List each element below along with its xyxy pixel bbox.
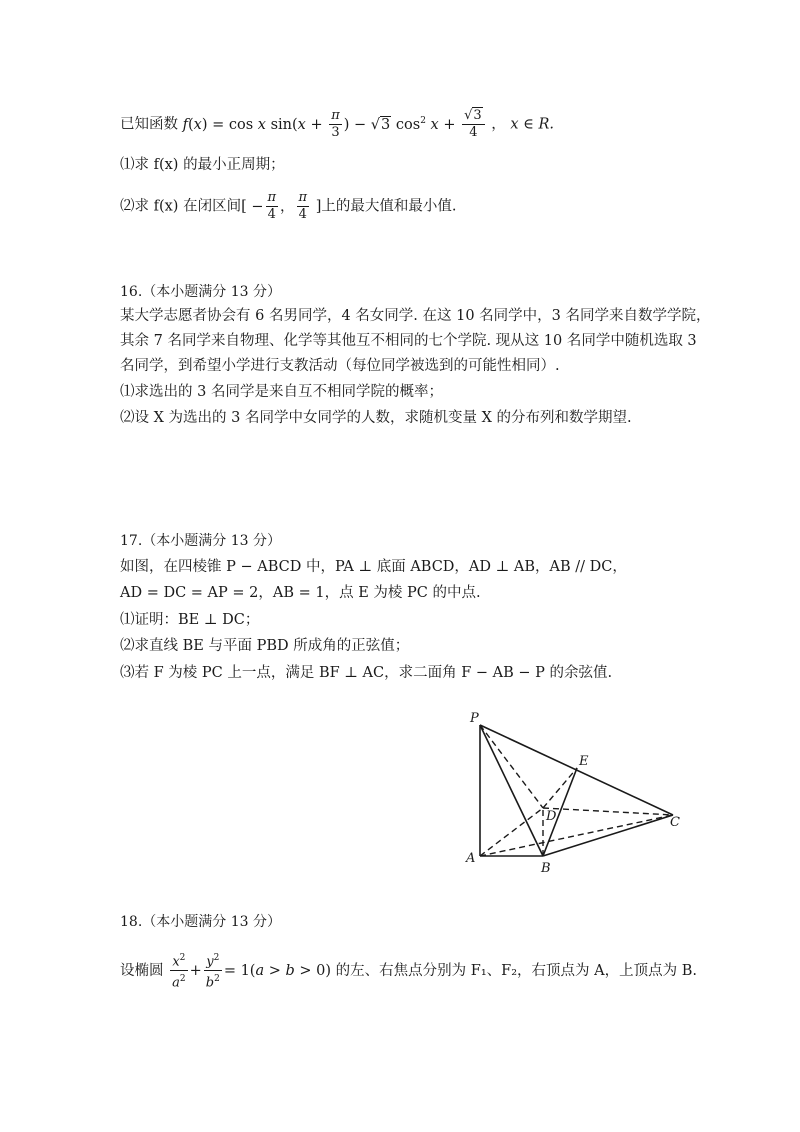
label-C: C bbox=[670, 815, 680, 830]
diagonal-AC bbox=[480, 815, 673, 856]
edge-PC bbox=[480, 725, 673, 815]
q16-heading: 16.（本小题满分 13 分） bbox=[120, 284, 281, 300]
label-P: P bbox=[470, 711, 479, 726]
q17-part2: ⑵求直线 BE 与平面 PBD 所成角的正弦值； bbox=[120, 638, 410, 654]
q18-line-prefix: 设椭圆 bbox=[120, 962, 164, 979]
q16-part1: ⑴求选出的 3 名同学是来自互不相同学院的概率； bbox=[120, 384, 443, 400]
q17-line1: 如图，在四棱锥 P − ABCD 中，PA ⊥ 底面 ABCD，AD ⊥ AB，AB // DC， bbox=[120, 559, 627, 575]
q15-domain: x ∈ R. bbox=[510, 116, 555, 133]
segment-BE bbox=[543, 768, 577, 856]
label-D: D bbox=[546, 809, 557, 824]
q15-part2-prefix: ⑵求 f(x) 在闭区间[ bbox=[120, 198, 247, 215]
q18-ellipse-equation: $\frac{x^2}{a^2}$ + $\frac{y^2}{b^2}$ = 1(a > b > 0) bbox=[168, 963, 336, 979]
q15-part2 bbox=[120, 190, 456, 223]
q18-line1 bbox=[120, 950, 697, 992]
q16-line3: 名同学，到希望小学进行支教活动（每位同学被选到的可能性相同）. bbox=[120, 358, 560, 374]
q17-part3: ⑶若 F 为棱 PC 上一点，满足 BF ⊥ AC，求二面角 F − AB − P 的余弦值. bbox=[120, 665, 613, 681]
label-E: E bbox=[579, 754, 589, 769]
q15-stem-suffix: ， bbox=[491, 116, 506, 133]
q18-line-suffix: 的左、右焦点分别为 F₁、F₂，右顶点为 A，上顶点为 B. bbox=[335, 962, 697, 979]
q16-line1: 某大学志愿者协会有 6 名男同学，4 名女同学. 在这 10 名同学中，3 名同学来自数学学院， bbox=[120, 308, 711, 324]
edge-AD bbox=[480, 808, 543, 856]
q17-part1: ⑴证明：BE ⊥ DC； bbox=[120, 612, 260, 628]
q15-interval: − $\frac{\pi}{4}$ ， $\frac{\pi}{4}$ bbox=[251, 190, 308, 222]
edge-DC bbox=[543, 808, 673, 815]
edge-BC bbox=[543, 815, 673, 856]
q16-line2: 其余 7 名同学来自物理、化学等其他互不相同的七个学院. 现从这 10 名同学中随机选取 3 bbox=[120, 333, 697, 349]
label-A: A bbox=[466, 851, 476, 866]
q15-function-formula: f(x) = cos x sin(x + $\frac{\pi}{3}$ ) − √3 $\cos^2 x$ + $\frac{√3}{4}$ bbox=[183, 117, 492, 133]
q15-stem-prefix: 已知函数 bbox=[120, 116, 178, 133]
edge-PD bbox=[480, 725, 543, 808]
q17-line2: AD = DC = AP = 2，AB = 1，点 E 为棱 PC 的中点. bbox=[120, 585, 481, 601]
label-B: B bbox=[541, 861, 551, 876]
q17-heading: 17.（本小题满分 13 分） bbox=[120, 533, 281, 549]
q15-part2-suffix: ]上的最大值和最小值. bbox=[315, 198, 457, 215]
q18-heading: 18.（本小题满分 13 分） bbox=[120, 914, 281, 930]
q16-part2: ⑵设 X 为选出的 3 名同学中女同学的人数，求随机变量 X 的分布列和数学期望. bbox=[120, 410, 632, 426]
q15-stem bbox=[120, 108, 554, 141]
q15-part1: ⑴求 f(x) 的最小正周期； bbox=[120, 157, 285, 173]
segment-DE bbox=[543, 768, 577, 808]
edge-PB bbox=[480, 725, 543, 856]
